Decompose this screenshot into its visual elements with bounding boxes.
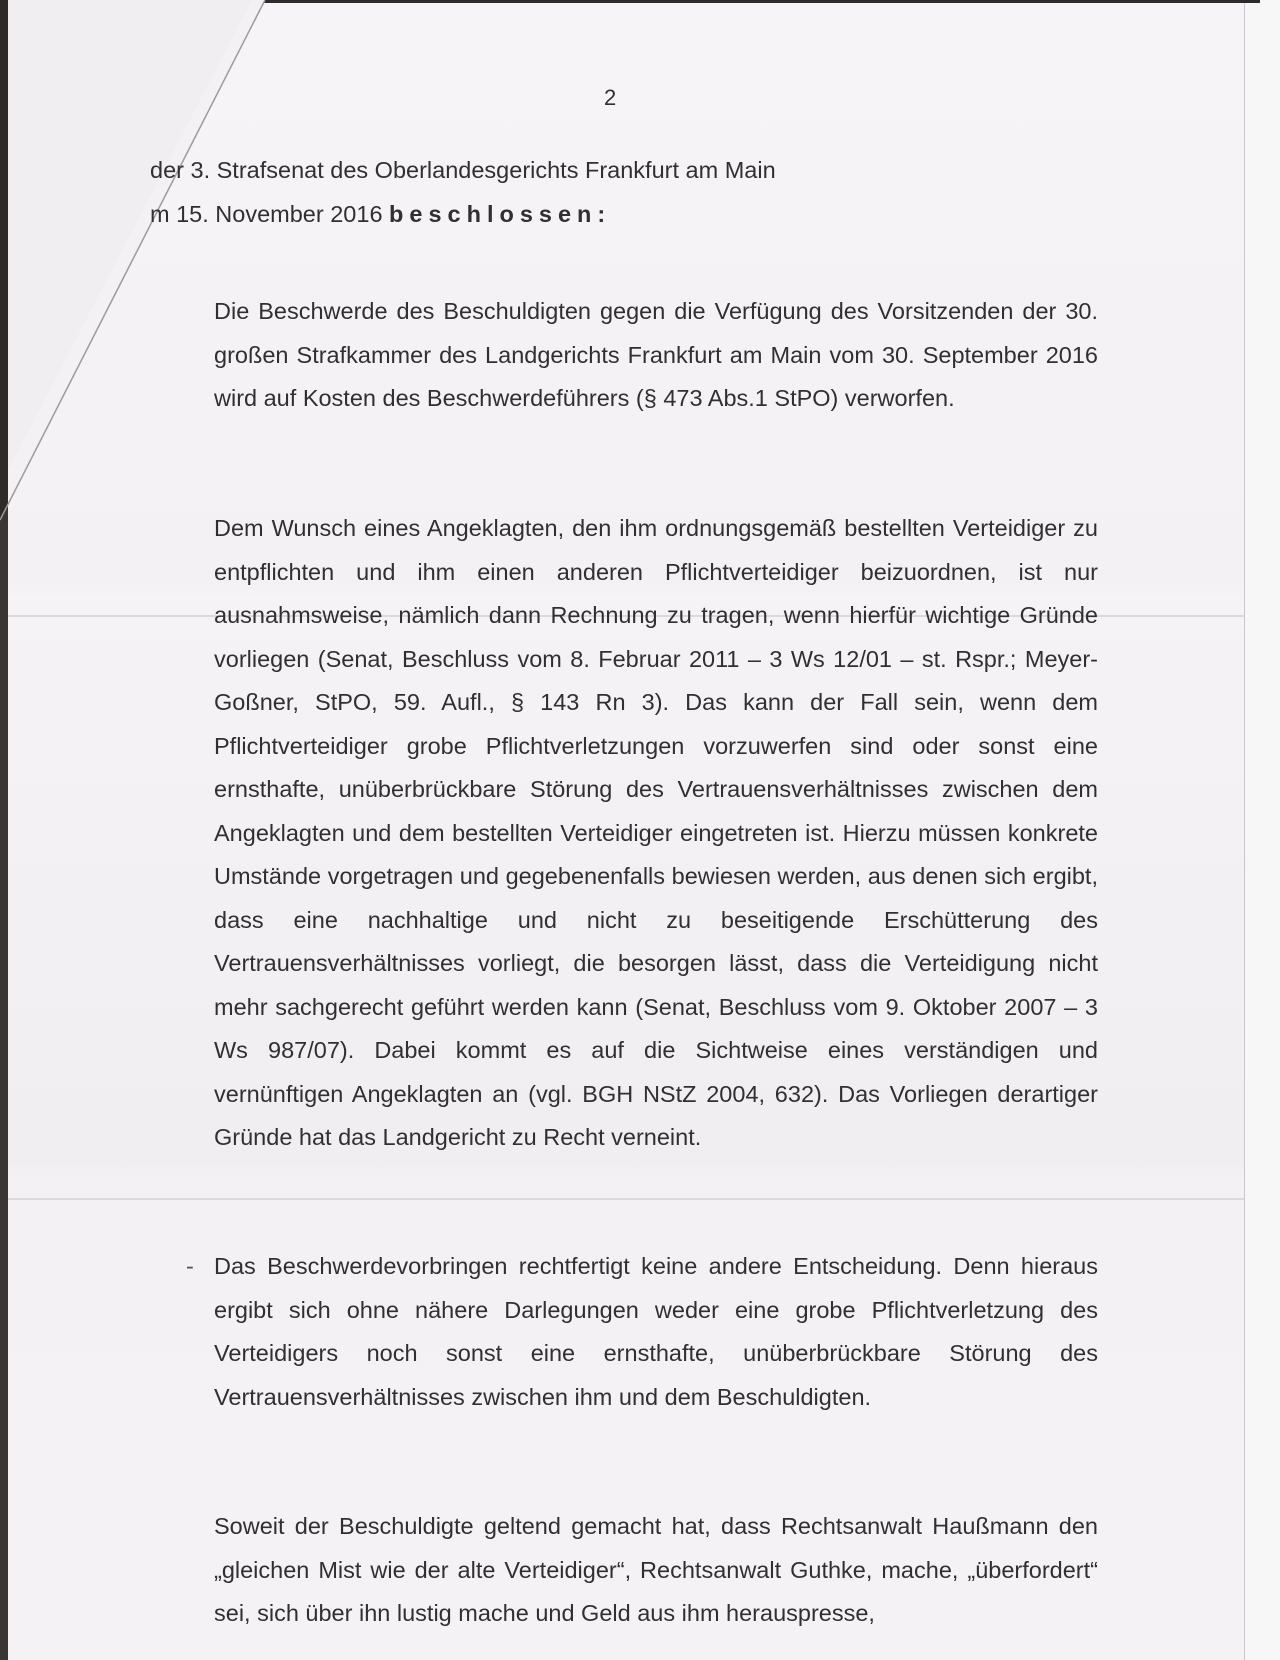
scanner-edge-strip bbox=[1244, 0, 1280, 1660]
paragraph-ruling: Die Beschwerde des Beschuldigten gegen die Verfügung des Vorsitzenden der 30. großen Strafkammer des Landgerichts Frankfurt am Main vom 30. September 2016 wird auf Kosten des Beschwerdeführers (§ 473 Abs.1 StPO) verworfen. bbox=[214, 298, 1098, 411]
paragraph-reasoning: Dem Wunsch eines Angeklagten, den ihm ordnungsgemäß bestellten Verteidiger zu entpflichten und ihm einen anderen Pflichtverteidiger beizuordnen, ist nur ausnahmsweise, nämlich dann Rechnung zu tragen, wenn hierfür wichtige Gründe vorliegen (Senat, Beschluss vom 8. Februar 2011 – 3 Ws 12/01 – st. Rspr.; Meyer-Goßner, StPO, 59. Aufl., § 143 Rn 3). Das kann der Fall sein, wenn dem Pflichtverteidiger grobe Pflichtverletzungen vorzuwerfen sind oder sonst eine ernsthafte, unüberbrückbare Störung des Vertrauensverhältnisses zwischen dem Angeklagten und dem bestellten Verteidiger eingetreten ist. Hierzu müssen konkrete Umstände vorgetragen und gegebenenfalls bewiesen werden, aus denen sich ergibt, dass eine nachhaltige und nicht zu beseitigende Erschütterung des Vertrauensverhältnisses vorliegt, die besorgen lässt, dass die Verteidigung nicht mehr sachgerecht geführt werden kann (Senat, Beschluss vom 9. Oktober 2007 – 3 Ws 987/07). Dabei kommt es auf die Sichtweise eines verständigen und vernünftigen Angeklagten an (vgl. BGH NStZ 2004, 632). Das Vorliegen derartiger Gründe hat das Landgericht zu Recht verneint. bbox=[214, 515, 1098, 1150]
intro-resolved: beschlossen: bbox=[389, 201, 612, 227]
intro-line-court: der 3. Strafsenat des Oberlandesgerichts Frankfurt am Main bbox=[150, 157, 776, 183]
paragraph-complaint: Das Beschwerdevorbringen rechtfertigt keine andere Entscheidung. Denn hieraus ergibt sich ohne nähere Darlegungen weder eine grobe Pflichtverletzung des Verteidigers noch sonst eine ernsthafte, unüberbrückbare Störung des Vertrauensverhältnisses zwischen ihm und dem Beschuldigten. bbox=[214, 1253, 1098, 1410]
intro-line-date bbox=[150, 192, 910, 236]
margin-mark: - bbox=[186, 1253, 194, 1279]
fold-line bbox=[8, 1198, 1244, 1200]
decision-intro bbox=[150, 148, 910, 236]
paragraph-allegations: Soweit der Beschuldigte geltend gemacht hat, dass Rechtsanwalt Haußmann den „gleichen Mist wie der alte Verteidiger“, Rechtsanwalt Guthke, mache, „überfordert“ sei, sich über ihn lustig mache und Geld aus ihm herauspresse, bbox=[214, 1513, 1098, 1626]
paper-top-edge bbox=[260, 0, 1260, 3]
page-number: 2 bbox=[604, 85, 617, 110]
intro-date: m 15. November 2016 bbox=[150, 201, 383, 227]
folded-corner bbox=[0, 0, 300, 560]
